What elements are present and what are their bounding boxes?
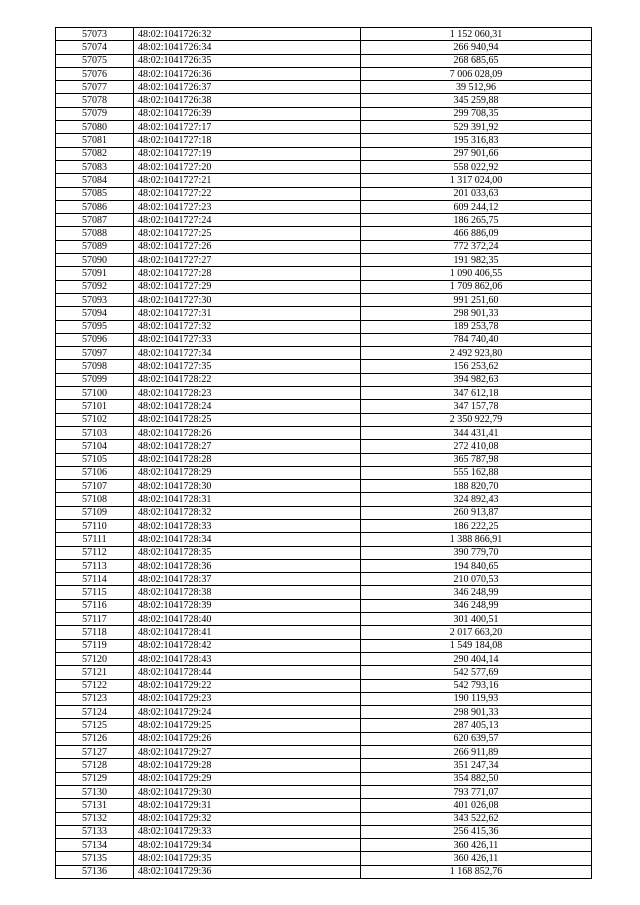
cadastral-value-cell: 260 913,87 — [361, 506, 592, 519]
row-number-cell: 57088 — [56, 227, 134, 240]
cadastral-number-cell: 48:02:1041729:27 — [134, 746, 361, 759]
cadastral-number-cell: 48:02:1041728:39 — [134, 599, 361, 612]
row-number-cell: 57123 — [56, 692, 134, 705]
row-number-cell: 57115 — [56, 586, 134, 599]
cadastral-value-cell: 194 840,65 — [361, 559, 592, 572]
table-row — [56, 599, 592, 612]
cadastral-value-cell: 558 022,92 — [361, 160, 592, 173]
table-row — [56, 519, 592, 532]
row-number-cell: 57091 — [56, 267, 134, 280]
cadastral-number-cell: 48:02:1041727:27 — [134, 254, 361, 267]
table-row — [56, 41, 592, 54]
cadastral-value-cell: 2 350 922,79 — [361, 413, 592, 426]
row-number-cell: 57082 — [56, 147, 134, 160]
cadastral-value-table — [55, 27, 592, 879]
table-row — [56, 626, 592, 639]
table-row — [56, 134, 592, 147]
table-row — [56, 799, 592, 812]
row-number-cell: 57080 — [56, 121, 134, 134]
cadastral-number-cell: 48:02:1041728:41 — [134, 626, 361, 639]
row-number-cell: 57098 — [56, 360, 134, 373]
cadastral-number-cell: 48:02:1041727:22 — [134, 187, 361, 200]
cadastral-value-cell: 1 090 406,55 — [361, 267, 592, 280]
cadastral-number-cell: 48:02:1041726:32 — [134, 28, 361, 41]
row-number-cell: 57102 — [56, 413, 134, 426]
table-row — [56, 333, 592, 346]
row-number-cell: 57073 — [56, 28, 134, 41]
cadastral-number-cell: 48:02:1041729:25 — [134, 719, 361, 732]
cadastral-value-cell: 394 982,63 — [361, 373, 592, 386]
row-number-cell: 57090 — [56, 254, 134, 267]
row-number-cell: 57134 — [56, 839, 134, 852]
cadastral-number-cell: 48:02:1041728:43 — [134, 652, 361, 665]
table-row — [56, 466, 592, 479]
cadastral-number-cell: 48:02:1041727:32 — [134, 320, 361, 333]
row-number-cell: 57093 — [56, 293, 134, 306]
table-row — [56, 865, 592, 878]
cadastral-value-cell: 39 512,96 — [361, 81, 592, 94]
cadastral-number-cell: 48:02:1041729:28 — [134, 759, 361, 772]
row-number-cell: 57086 — [56, 200, 134, 213]
cadastral-number-cell: 48:02:1041728:38 — [134, 586, 361, 599]
row-number-cell: 57124 — [56, 706, 134, 719]
table-row — [56, 546, 592, 559]
cadastral-number-cell: 48:02:1041727:17 — [134, 121, 361, 134]
table-row — [56, 440, 592, 453]
cadastral-value-cell: 346 248,99 — [361, 586, 592, 599]
table-row — [56, 360, 592, 373]
cadastral-number-cell: 48:02:1041728:30 — [134, 480, 361, 493]
cadastral-value-cell: 201 033,63 — [361, 187, 592, 200]
cadastral-number-cell: 48:02:1041727:29 — [134, 280, 361, 293]
row-number-cell: 57121 — [56, 666, 134, 679]
cadastral-value-cell: 186 222,25 — [361, 519, 592, 532]
table-row — [56, 493, 592, 506]
cadastral-number-cell: 48:02:1041727:34 — [134, 347, 361, 360]
table-row — [56, 187, 592, 200]
cadastral-number-cell: 48:02:1041728:33 — [134, 519, 361, 532]
table-row — [56, 639, 592, 652]
table-row — [56, 839, 592, 852]
cadastral-value-cell: 298 901,33 — [361, 706, 592, 719]
row-number-cell: 57105 — [56, 453, 134, 466]
cadastral-value-cell: 466 886,09 — [361, 227, 592, 240]
row-number-cell: 57089 — [56, 240, 134, 253]
table-row — [56, 67, 592, 80]
cadastral-value-cell: 1 317 024,00 — [361, 174, 592, 187]
cadastral-number-cell: 48:02:1041727:30 — [134, 293, 361, 306]
cadastral-number-cell: 48:02:1041728:32 — [134, 506, 361, 519]
table-row — [56, 214, 592, 227]
table-row — [56, 613, 592, 626]
cadastral-value-cell: 191 982,35 — [361, 254, 592, 267]
cadastral-number-cell: 48:02:1041726:38 — [134, 94, 361, 107]
cadastral-number-cell: 48:02:1041728:25 — [134, 413, 361, 426]
row-number-cell: 57095 — [56, 320, 134, 333]
cadastral-value-cell: 344 431,41 — [361, 426, 592, 439]
row-number-cell: 57113 — [56, 559, 134, 572]
row-number-cell: 57112 — [56, 546, 134, 559]
row-number-cell: 57117 — [56, 613, 134, 626]
table-row — [56, 426, 592, 439]
table-row — [56, 28, 592, 41]
row-number-cell: 57099 — [56, 373, 134, 386]
cadastral-value-cell: 297 901,66 — [361, 147, 592, 160]
cadastral-value-cell: 360 426,11 — [361, 852, 592, 865]
table-row — [56, 413, 592, 426]
table-row — [56, 174, 592, 187]
row-number-cell: 57119 — [56, 639, 134, 652]
cadastral-value-cell: 354 882,50 — [361, 772, 592, 785]
cadastral-number-cell: 48:02:1041726:36 — [134, 67, 361, 80]
cadastral-number-cell: 48:02:1041728:44 — [134, 666, 361, 679]
cadastral-value-cell: 266 940,94 — [361, 41, 592, 54]
table-row — [56, 692, 592, 705]
cadastral-value-cell: 290 404,14 — [361, 652, 592, 665]
cadastral-number-cell: 48:02:1041727:33 — [134, 333, 361, 346]
table-row — [56, 320, 592, 333]
row-number-cell: 57118 — [56, 626, 134, 639]
cadastral-number-cell: 48:02:1041727:20 — [134, 160, 361, 173]
cadastral-number-cell: 48:02:1041729:33 — [134, 825, 361, 838]
cadastral-number-cell: 48:02:1041728:29 — [134, 466, 361, 479]
row-number-cell: 57076 — [56, 67, 134, 80]
row-number-cell: 57075 — [56, 54, 134, 67]
row-number-cell: 57116 — [56, 599, 134, 612]
table-row — [56, 679, 592, 692]
cadastral-number-cell: 48:02:1041729:23 — [134, 692, 361, 705]
table-row — [56, 400, 592, 413]
cadastral-number-cell: 48:02:1041729:26 — [134, 732, 361, 745]
cadastral-value-cell: 347 612,18 — [361, 387, 592, 400]
cadastral-value-cell: 365 787,98 — [361, 453, 592, 466]
row-number-cell: 57135 — [56, 852, 134, 865]
cadastral-value-cell: 991 251,60 — [361, 293, 592, 306]
table-row — [56, 54, 592, 67]
table-row — [56, 347, 592, 360]
row-number-cell: 57128 — [56, 759, 134, 772]
cadastral-value-cell: 256 415,36 — [361, 825, 592, 838]
cadastral-number-cell: 48:02:1041726:35 — [134, 54, 361, 67]
row-number-cell: 57087 — [56, 214, 134, 227]
table-row — [56, 200, 592, 213]
table-row — [56, 812, 592, 825]
cadastral-number-cell: 48:02:1041728:31 — [134, 493, 361, 506]
cadastral-value-cell: 195 316,83 — [361, 134, 592, 147]
row-number-cell: 57103 — [56, 426, 134, 439]
cadastral-number-cell: 48:02:1041728:28 — [134, 453, 361, 466]
table-row — [56, 719, 592, 732]
row-number-cell: 57078 — [56, 94, 134, 107]
cadastral-value-cell: 210 070,53 — [361, 573, 592, 586]
row-number-cell: 57127 — [56, 746, 134, 759]
cadastral-number-cell: 48:02:1041729:30 — [134, 785, 361, 798]
cadastral-number-cell: 48:02:1041728:35 — [134, 546, 361, 559]
cadastral-value-cell: 1 168 852,76 — [361, 865, 592, 878]
table-row — [56, 280, 592, 293]
cadastral-value-cell: 347 157,78 — [361, 400, 592, 413]
cadastral-value-cell: 268 685,65 — [361, 54, 592, 67]
cadastral-number-cell: 48:02:1041729:35 — [134, 852, 361, 865]
cadastral-value-cell: 1 549 184,08 — [361, 639, 592, 652]
cadastral-value-cell: 784 740,40 — [361, 333, 592, 346]
table-row — [56, 533, 592, 546]
table-row — [56, 506, 592, 519]
cadastral-number-cell: 48:02:1041728:37 — [134, 573, 361, 586]
table-row — [56, 107, 592, 120]
cadastral-value-cell: 2 492 923,80 — [361, 347, 592, 360]
cadastral-number-cell: 48:02:1041727:23 — [134, 200, 361, 213]
cadastral-number-cell: 48:02:1041728:22 — [134, 373, 361, 386]
row-number-cell: 57094 — [56, 307, 134, 320]
cadastral-number-cell: 48:02:1041727:31 — [134, 307, 361, 320]
cadastral-value-cell: 324 892,43 — [361, 493, 592, 506]
table-row — [56, 480, 592, 493]
cadastral-value-cell: 542 577,69 — [361, 666, 592, 679]
table-row — [56, 81, 592, 94]
cadastral-value-cell: 1 388 866,91 — [361, 533, 592, 546]
cadastral-number-cell: 48:02:1041728:34 — [134, 533, 361, 546]
cadastral-number-cell: 48:02:1041727:35 — [134, 360, 361, 373]
row-number-cell: 57074 — [56, 41, 134, 54]
cadastral-value-cell: 1 152 060,31 — [361, 28, 592, 41]
cadastral-value-cell: 298 901,33 — [361, 307, 592, 320]
cadastral-value-cell: 772 372,24 — [361, 240, 592, 253]
row-number-cell: 57111 — [56, 533, 134, 546]
row-number-cell: 57107 — [56, 480, 134, 493]
cadastral-number-cell: 48:02:1041728:27 — [134, 440, 361, 453]
table-row — [56, 147, 592, 160]
row-number-cell: 57122 — [56, 679, 134, 692]
cadastral-value-cell: 529 391,92 — [361, 121, 592, 134]
row-number-cell: 57131 — [56, 799, 134, 812]
row-number-cell: 57108 — [56, 493, 134, 506]
cadastral-value-cell: 188 820,70 — [361, 480, 592, 493]
row-number-cell: 57097 — [56, 347, 134, 360]
row-number-cell: 57126 — [56, 732, 134, 745]
cadastral-value-cell: 390 779,70 — [361, 546, 592, 559]
table-row — [56, 573, 592, 586]
cadastral-value-cell: 620 639,57 — [361, 732, 592, 745]
cadastral-number-cell: 48:02:1041729:32 — [134, 812, 361, 825]
cadastral-number-cell: 48:02:1041727:24 — [134, 214, 361, 227]
table-row — [56, 759, 592, 772]
row-number-cell: 57114 — [56, 573, 134, 586]
table-row — [56, 373, 592, 386]
table-row — [56, 772, 592, 785]
cadastral-number-cell: 48:02:1041729:22 — [134, 679, 361, 692]
table-row — [56, 652, 592, 665]
cadastral-number-cell: 48:02:1041727:21 — [134, 174, 361, 187]
table-body — [56, 28, 592, 879]
row-number-cell: 57109 — [56, 506, 134, 519]
row-number-cell: 57079 — [56, 107, 134, 120]
table-row — [56, 94, 592, 107]
cadastral-value-cell: 542 793,16 — [361, 679, 592, 692]
cadastral-value-cell: 287 405,13 — [361, 719, 592, 732]
table-row — [56, 785, 592, 798]
table-row — [56, 453, 592, 466]
row-number-cell: 57129 — [56, 772, 134, 785]
row-number-cell: 57132 — [56, 812, 134, 825]
row-number-cell: 57077 — [56, 81, 134, 94]
cadastral-number-cell: 48:02:1041729:34 — [134, 839, 361, 852]
row-number-cell: 57130 — [56, 785, 134, 798]
cadastral-value-cell: 272 410,08 — [361, 440, 592, 453]
cadastral-value-cell: 189 253,78 — [361, 320, 592, 333]
cadastral-value-cell: 2 017 663,20 — [361, 626, 592, 639]
row-number-cell: 57136 — [56, 865, 134, 878]
cadastral-value-cell: 1 709 862,06 — [361, 280, 592, 293]
cadastral-value-cell: 346 248,99 — [361, 599, 592, 612]
table-row — [56, 559, 592, 572]
cadastral-value-cell: 301 400,51 — [361, 613, 592, 626]
cadastral-value-cell: 345 259,88 — [361, 94, 592, 107]
cadastral-number-cell: 48:02:1041728:23 — [134, 387, 361, 400]
cadastral-value-cell: 343 522,62 — [361, 812, 592, 825]
cadastral-number-cell: 48:02:1041728:42 — [134, 639, 361, 652]
table-row — [56, 706, 592, 719]
cadastral-value-cell: 401 026,08 — [361, 799, 592, 812]
cadastral-value-cell: 7 006 028,09 — [361, 67, 592, 80]
row-number-cell: 57084 — [56, 174, 134, 187]
cadastral-number-cell: 48:02:1041727:28 — [134, 267, 361, 280]
table-row — [56, 852, 592, 865]
cadastral-number-cell: 48:02:1041726:39 — [134, 107, 361, 120]
table-row — [56, 732, 592, 745]
cadastral-number-cell: 48:02:1041728:24 — [134, 400, 361, 413]
table-row — [56, 666, 592, 679]
cadastral-number-cell: 48:02:1041729:29 — [134, 772, 361, 785]
cadastral-value-cell: 609 244,12 — [361, 200, 592, 213]
cadastral-number-cell: 48:02:1041726:37 — [134, 81, 361, 94]
cadastral-value-cell: 351 247,34 — [361, 759, 592, 772]
row-number-cell: 57125 — [56, 719, 134, 732]
cadastral-number-cell: 48:02:1041729:24 — [134, 706, 361, 719]
table-row — [56, 387, 592, 400]
table-row — [56, 121, 592, 134]
cadastral-number-cell: 48:02:1041727:19 — [134, 147, 361, 160]
row-number-cell: 57081 — [56, 134, 134, 147]
table-row — [56, 293, 592, 306]
table-row — [56, 307, 592, 320]
cadastral-number-cell: 48:02:1041728:26 — [134, 426, 361, 439]
row-number-cell: 57133 — [56, 825, 134, 838]
row-number-cell: 57106 — [56, 466, 134, 479]
row-number-cell: 57083 — [56, 160, 134, 173]
table-row — [56, 227, 592, 240]
cadastral-number-cell: 48:02:1041728:40 — [134, 613, 361, 626]
cadastral-number-cell: 48:02:1041729:31 — [134, 799, 361, 812]
row-number-cell: 57085 — [56, 187, 134, 200]
row-number-cell: 57100 — [56, 387, 134, 400]
row-number-cell: 57120 — [56, 652, 134, 665]
table-row — [56, 267, 592, 280]
row-number-cell: 57092 — [56, 280, 134, 293]
table-row — [56, 825, 592, 838]
cadastral-number-cell: 48:02:1041726:34 — [134, 41, 361, 54]
cadastral-value-cell: 793 771,07 — [361, 785, 592, 798]
row-number-cell: 57110 — [56, 519, 134, 532]
cadastral-value-cell: 190 119,93 — [361, 692, 592, 705]
cadastral-number-cell: 48:02:1041729:36 — [134, 865, 361, 878]
row-number-cell: 57096 — [56, 333, 134, 346]
cadastral-number-cell: 48:02:1041727:26 — [134, 240, 361, 253]
cadastral-value-cell: 186 265,75 — [361, 214, 592, 227]
cadastral-number-cell: 48:02:1041727:18 — [134, 134, 361, 147]
row-number-cell: 57101 — [56, 400, 134, 413]
table-row — [56, 746, 592, 759]
cadastral-number-cell: 48:02:1041727:25 — [134, 227, 361, 240]
cadastral-value-cell: 555 162,88 — [361, 466, 592, 479]
cadastral-value-cell: 266 911,89 — [361, 746, 592, 759]
table-row — [56, 240, 592, 253]
table-row — [56, 586, 592, 599]
cadastral-number-cell: 48:02:1041728:36 — [134, 559, 361, 572]
cadastral-value-cell: 156 253,62 — [361, 360, 592, 373]
table-row — [56, 254, 592, 267]
table-row — [56, 160, 592, 173]
cadastral-value-cell: 299 708,35 — [361, 107, 592, 120]
row-number-cell: 57104 — [56, 440, 134, 453]
cadastral-value-cell: 360 426,11 — [361, 839, 592, 852]
